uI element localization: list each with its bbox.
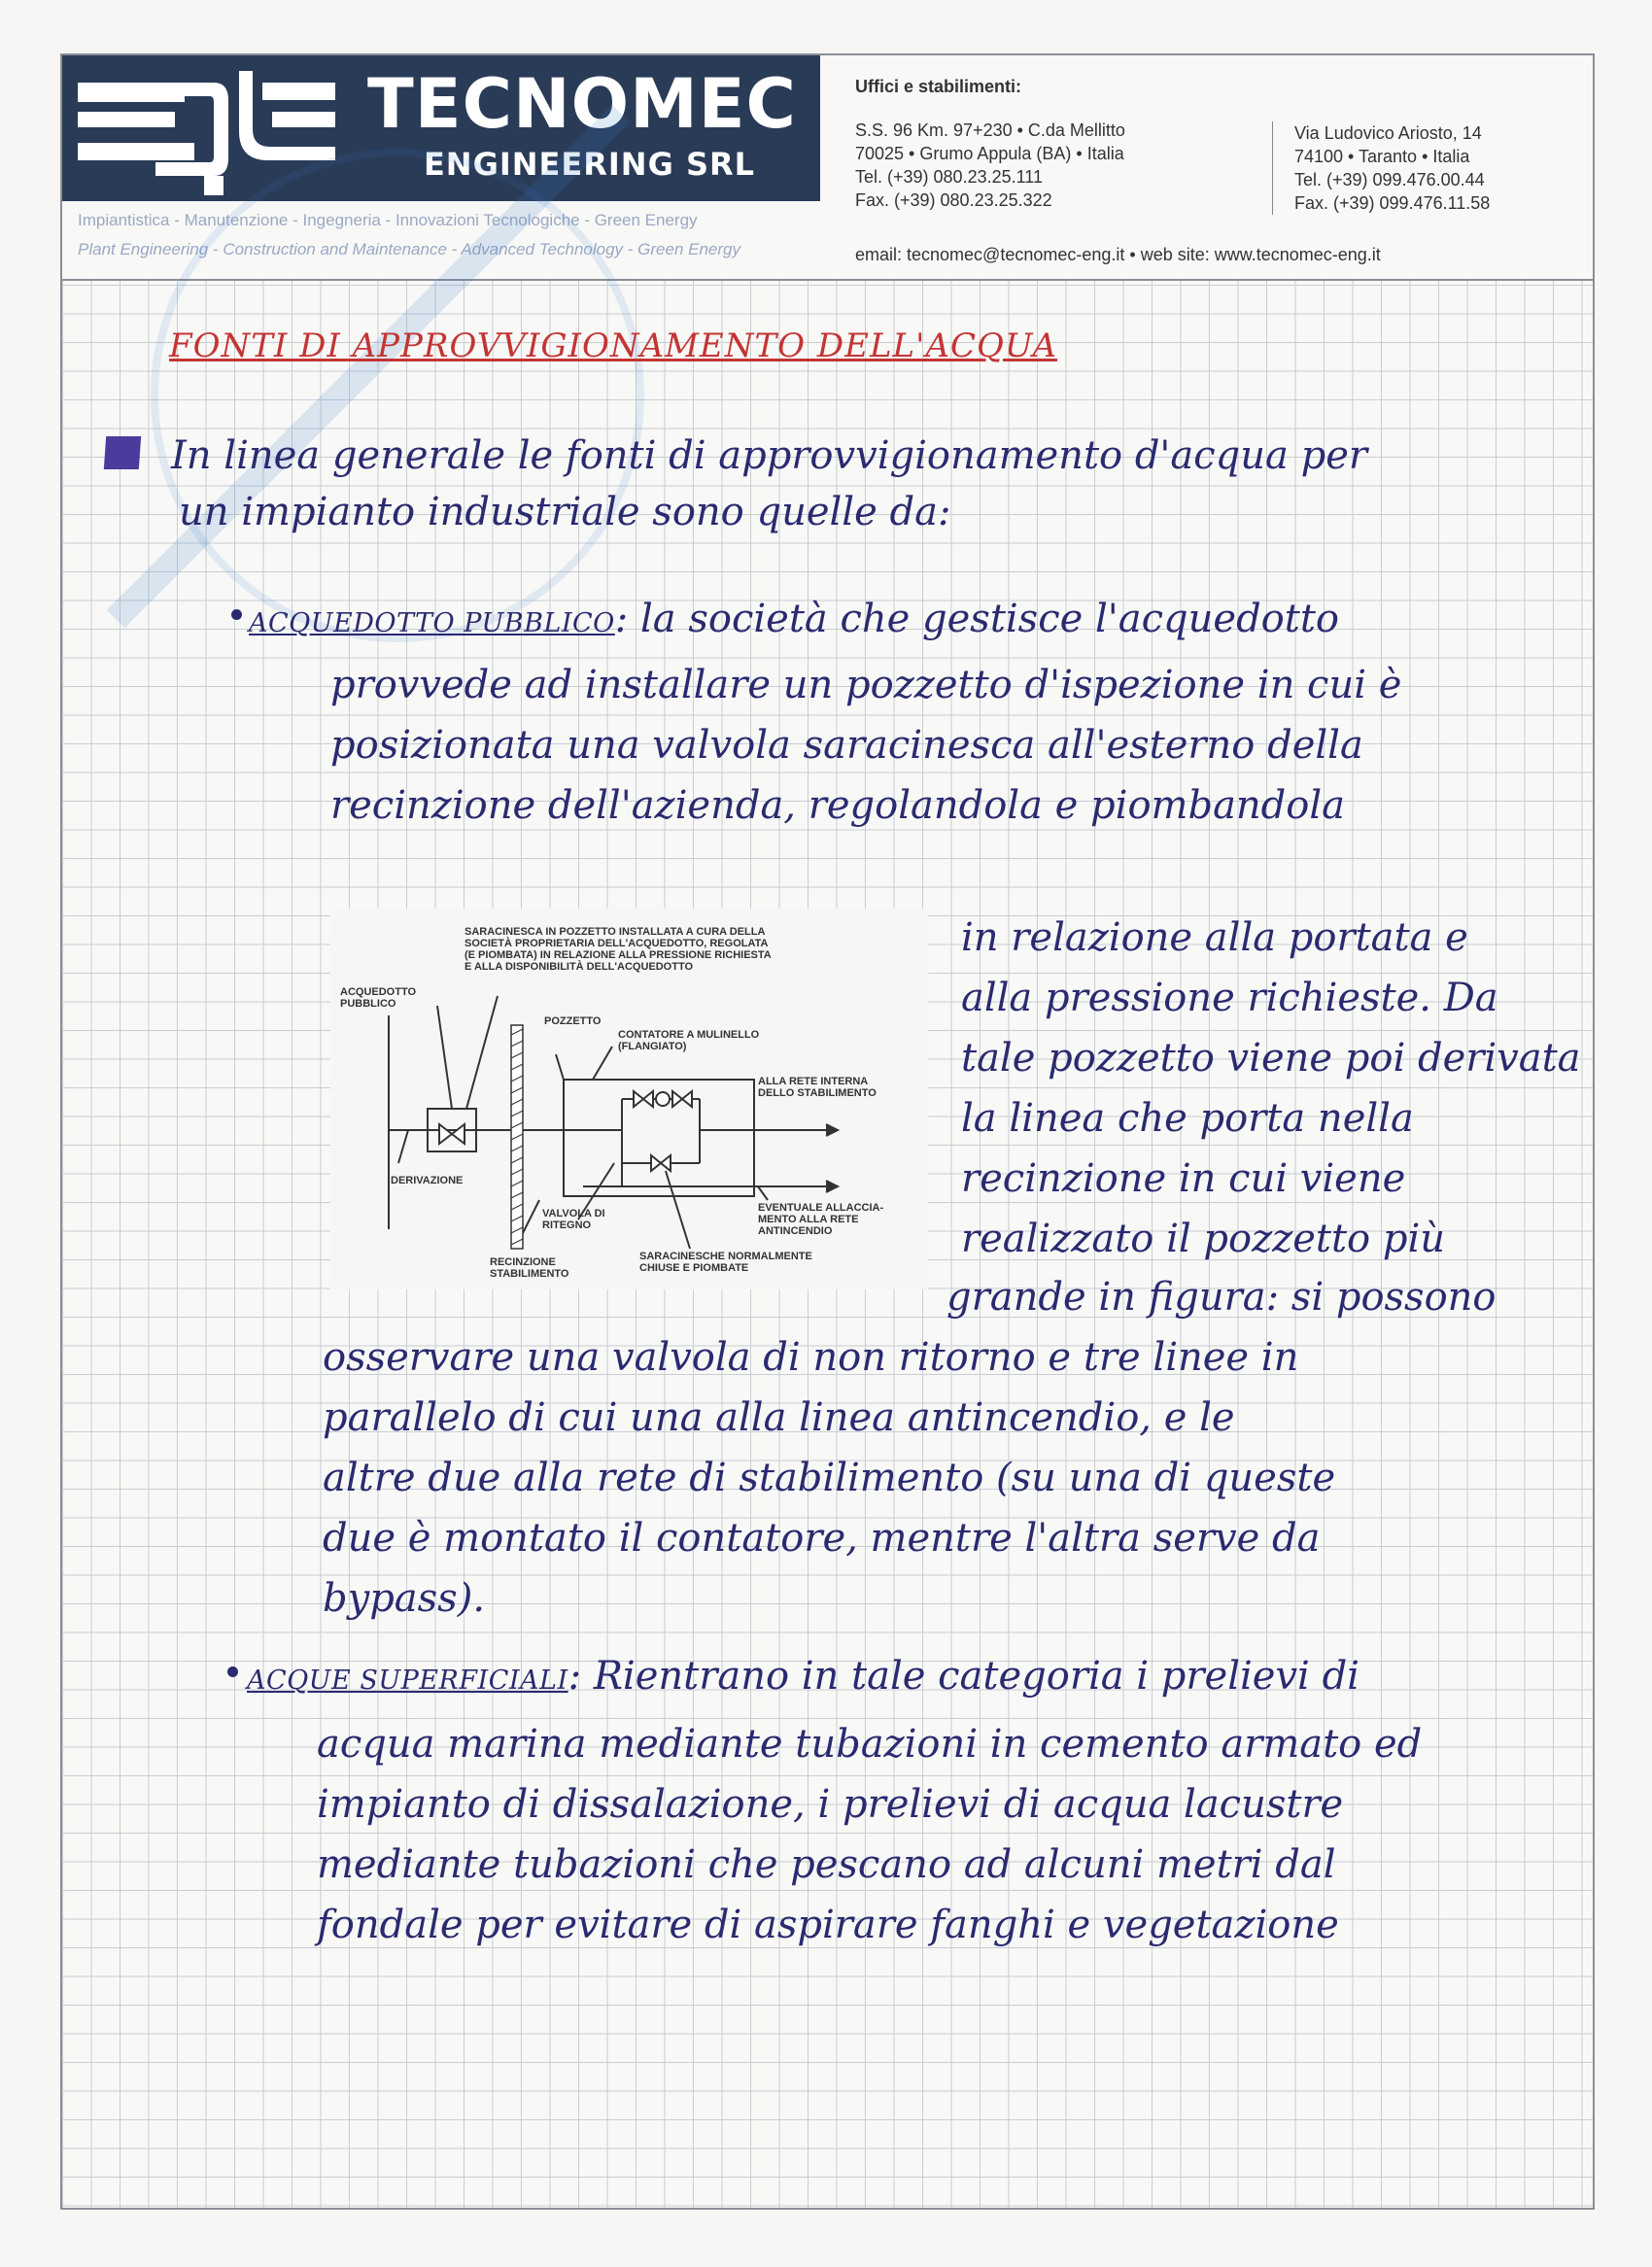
- diagram-label-line: MENTO ALLA RETE: [758, 1214, 859, 1225]
- item-line: osservare una valvola di non ritorno e tre linee in: [323, 1335, 1299, 1380]
- item-line: alla pressione richieste. Da: [961, 976, 1498, 1020]
- diagram-label-line: DELLO STABILIMENTO: [758, 1087, 877, 1099]
- diagram-label-antincendio: [758, 1202, 883, 1237]
- diagram-label-line: (E PIOMBATA) IN RELAZIONE ALLA PRESSIONE RICHIESTA: [465, 949, 772, 961]
- item-text: : la società che gestisce l'acquedotto: [614, 597, 1339, 641]
- diagram-label-line: (FLANGIATO): [618, 1041, 687, 1052]
- office-address-taranto: [1272, 121, 1625, 215]
- letterhead: [62, 55, 1593, 281]
- diagram-label-derivazione: DERIVAZIONE: [391, 1175, 464, 1186]
- tagline-english: Plant Engineering - Construction and Maintenance - Advanced Technology - Green Energy: [78, 240, 740, 258]
- item-heading: ACQUEDOTTO PUBBLICO: [249, 608, 615, 638]
- item-line: posizionata una valvola saracinesca all'esterno della: [330, 723, 1363, 768]
- office-line: 74100 • Taranto • Italia: [1294, 147, 1470, 166]
- item-line: mediante tubazioni che pescano ad alcuni metri dal: [317, 1842, 1336, 1887]
- office-line: S.S. 96 Km. 97+230 • C.da Mellitto: [855, 120, 1125, 140]
- item-text: : Rientrano in tale categoria i prelievi di: [568, 1654, 1359, 1699]
- water-connection-diagram: [330, 909, 928, 1289]
- diagram-label-line: RITEGNO: [542, 1219, 592, 1231]
- page-title: FONTI DI APPROVVIGIONAMENTO DELL'ACQUA: [169, 326, 1058, 365]
- office-address-grumo: [855, 119, 1186, 212]
- diagram-label-line: SARACINESCA IN POZZETTO INSTALLATA A CURA DELLA: [465, 926, 766, 938]
- contact-line: email: tecnomec@tecnomec-eng.it • web site: www.tecnomec-eng.it: [855, 245, 1381, 264]
- diagram-label-line: ACQUEDOTTO: [340, 986, 417, 998]
- diagram-label-line: CHIUSE E PIOMBATE: [639, 1262, 749, 1274]
- company-logo: [62, 55, 820, 201]
- office-line: Fax. (+39) 080.23.25.322: [855, 190, 1052, 210]
- item-line: tale pozzetto viene poi derivata: [961, 1036, 1581, 1081]
- item-line: provvede ad installare un pozzetto d'ispezione in cui è: [330, 663, 1402, 707]
- item-line: bypass).: [323, 1576, 486, 1621]
- bullet-dot-icon: [231, 609, 242, 620]
- diagram-label-line: VALVOLA DI: [542, 1208, 605, 1219]
- item-line: due è montato il contatore, mentre l'altra serve da: [323, 1516, 1321, 1561]
- diagram-label-recinzione: [490, 1256, 568, 1280]
- item-line: parallelo di cui una alla linea antincendio, e le: [323, 1395, 1235, 1440]
- logo-mark-icon: [68, 61, 340, 197]
- diagram-label-line: ANTINCENDIO: [758, 1225, 833, 1237]
- intro-line: un impianto industriale sono quelle da:: [179, 490, 951, 534]
- item-line: la linea che porta nella: [961, 1096, 1414, 1141]
- diagram-label-line: EVENTUALE ALLACCIA-: [758, 1202, 884, 1214]
- diagram-label-line: SOCIETÀ PROPRIETARIA DELL'ACQUEDOTTO, REGOLATA: [465, 938, 769, 949]
- bullet-square-icon: [104, 436, 141, 469]
- item-line: realizzato il pozzetto più: [961, 1217, 1446, 1261]
- office-line: Tel. (+39) 080.23.25.111: [855, 167, 1043, 187]
- item-line: fondale per evitare di aspirare fanghi e vegetazione: [317, 1903, 1339, 1947]
- item-acque-superficiali: [247, 1654, 1359, 1699]
- intro-line: In linea generale le fonti di approvvigionamento d'acqua per: [171, 433, 1367, 478]
- item-line: grande in figura: si possono: [946, 1275, 1497, 1320]
- office-line: 70025 • Grumo Appula (BA) • Italia: [855, 144, 1124, 163]
- item-acquedotto: [249, 597, 1339, 641]
- item-line: acqua marina mediante tubazioni in cemento armato ed: [317, 1722, 1423, 1767]
- diagram-label-line: STABILIMENTO: [490, 1268, 569, 1280]
- office-line: Tel. (+39) 099.476.00.44: [1294, 170, 1485, 189]
- bullet-dot-icon: [227, 1666, 238, 1677]
- notebook-page: [60, 53, 1595, 2210]
- brand-subtitle: ENGINEERING SRL: [423, 146, 756, 183]
- diagram-label-saracinesca: [465, 926, 772, 973]
- diagram-label-line: SARACINESCHE NORMALMENTE: [639, 1251, 812, 1262]
- diagram-label-line: PUBBLICO: [340, 998, 396, 1010]
- diagram-label-saracinesche: [639, 1251, 812, 1274]
- diagram-label-line: ALLA RETE INTERNA: [758, 1076, 869, 1087]
- offices-title: Uffici e stabilimenti:: [855, 77, 1022, 96]
- diagram-label-pozzetto: POZZETTO: [544, 1015, 602, 1027]
- diagram-label-line: E ALLA DISPONIBILITÀ DELL'ACQUEDOTTO: [465, 961, 694, 973]
- diagram-label-rete-interna: [758, 1076, 877, 1099]
- item-line: recinzione in cui viene: [961, 1156, 1406, 1201]
- diagram-label-line: CONTATORE A MULINELLO: [618, 1029, 760, 1041]
- tagline-italian: Impiantistica - Manutenzione - Ingegneria - Innovazioni Tecnologiche - Green Energy: [78, 211, 698, 229]
- brand-name: TECNOMEC: [367, 64, 797, 144]
- diagram-label-valvola: [542, 1208, 605, 1231]
- item-line: in relazione alla portata e: [961, 915, 1468, 960]
- item-heading: ACQUE SUPERFICIALI: [247, 1666, 568, 1696]
- item-line: impianto di dissalazione, i prelievi di acqua lacustre: [317, 1782, 1344, 1827]
- diagram-label-acquedotto: [340, 986, 416, 1010]
- office-line: Fax. (+39) 099.476.11.58: [1294, 193, 1491, 213]
- diagram-label-line: RECINZIONE: [490, 1256, 556, 1268]
- item-line: recinzione dell'azienda, regolandola e piombandola: [330, 783, 1346, 828]
- diagram-label-contatore: [618, 1029, 759, 1052]
- office-line: Via Ludovico Ariosto, 14: [1294, 123, 1482, 143]
- item-line: altre due alla rete di stabilimento (su una di queste: [323, 1456, 1336, 1500]
